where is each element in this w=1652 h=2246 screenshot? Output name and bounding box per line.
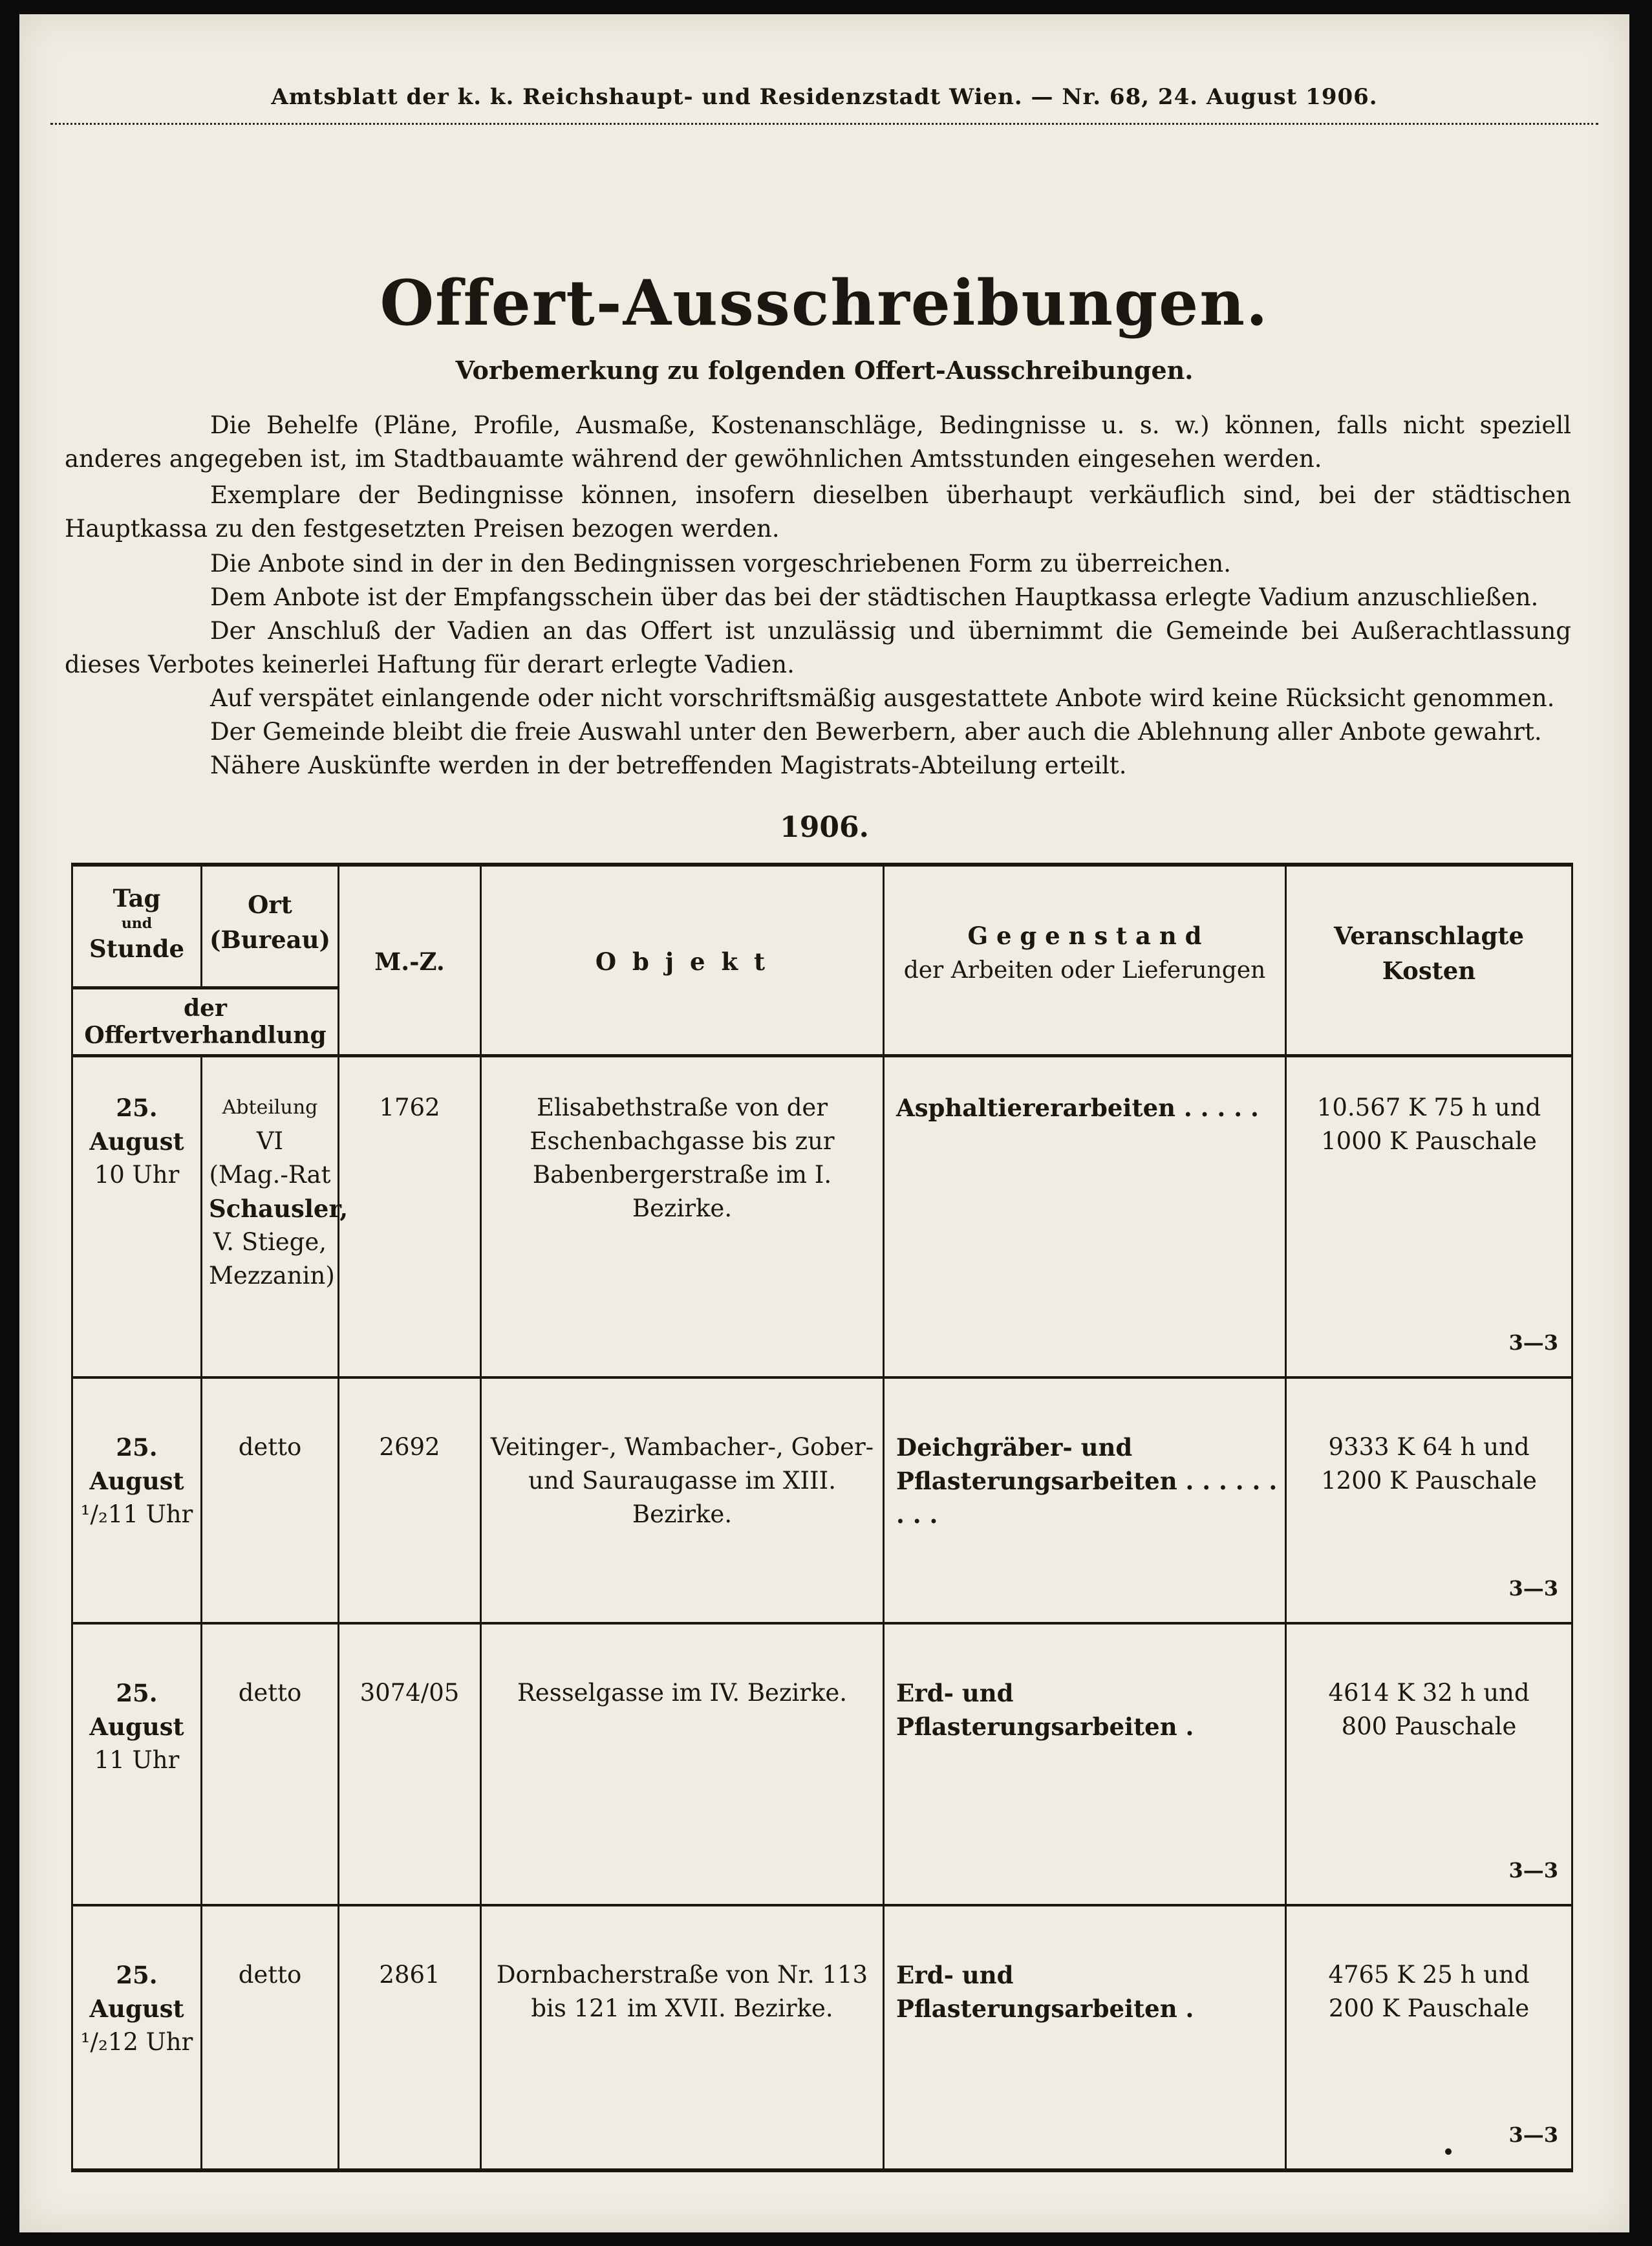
header-gegenstand	[884, 865, 1286, 1055]
header-tag	[72, 865, 202, 988]
cost-line: 10.567 K 75 h und	[1316, 1093, 1541, 1121]
mz-cell: 2861	[339, 1905, 481, 2170]
office-cell	[202, 1055, 349, 1377]
date: 25. August	[89, 1093, 184, 1156]
reference-number: 3—3	[1508, 1858, 1558, 1883]
year-heading: 1906.	[780, 811, 869, 844]
date: 25. August	[89, 1433, 184, 1495]
date-cell	[72, 1623, 202, 1905]
date-cell	[72, 1905, 202, 2170]
running-header: Amtsblatt der k. k. Reichshaupt- und Residenzstadt Wien. — Nr. 68, 24. August 1906.	[271, 84, 1378, 110]
cost-line: 800 Pauschale	[1341, 1712, 1517, 1740]
office-line: VI	[256, 1127, 284, 1155]
header-gegenstand-bottom: der Arbeiten oder Lieferungen	[903, 957, 1266, 984]
paragraph: Dem Anbote ist der Empfangsschein über das bei der städtischen Hauptkassa erlegte Vadium anzuschließen.	[210, 583, 1539, 611]
header-objekt: O b j e k t	[481, 865, 884, 1055]
date: 25. August	[89, 1679, 184, 1741]
header-verhandlung: der Offertverhandlung	[72, 988, 339, 1055]
subject-cell: Asphaltiererarbeiten . . . . .	[884, 1055, 1286, 1377]
office-line: Abteilung	[222, 1096, 318, 1119]
cost-cell	[1286, 1905, 1572, 2170]
header-mz: M.-Z.	[339, 865, 481, 1055]
document-page	[19, 14, 1629, 2232]
table-row	[72, 1905, 1572, 2170]
paragraph: Exemplare der Bedingnisse können, insofern dieselben überhaupt verkäuflich sind, bei der städtischen Hauptkassa zu den festgesetzten Preisen bezogen werden.	[65, 481, 1571, 543]
cost-line: 1000 K Pauschale	[1321, 1127, 1537, 1155]
mz-cell: 2692	[339, 1377, 481, 1623]
header-kosten-bottom: Kosten	[1382, 956, 1476, 985]
cost-cell	[1286, 1377, 1572, 1623]
cost-line: 4765 K 25 h und	[1328, 1961, 1530, 1989]
cost-cell	[1286, 1623, 1572, 1905]
object-cell: Resselgasse im IV. Bezirke.	[481, 1623, 884, 1905]
header-ort	[202, 865, 339, 988]
reference-number: 3—3	[1508, 1576, 1558, 1601]
office-line: (Mag.-Rat	[209, 1160, 331, 1189]
office-cell: detto	[202, 1377, 339, 1623]
table-row	[72, 1377, 1572, 1623]
cost-line: 200 K Pauschale	[1328, 1994, 1530, 2022]
office-cell: detto	[202, 1905, 339, 2170]
header-tag-bottom: Stunde	[89, 934, 185, 963]
object-cell: Elisabethstraße von der Eschenbachgasse bis zur Babenbergerstraße im I. Bezirke.	[481, 1055, 884, 1377]
cost-cell	[1286, 1055, 1572, 1377]
time: ¹/₂11 Uhr	[80, 1500, 193, 1528]
header-ort-top: Ort	[248, 891, 292, 919]
header-kosten	[1286, 865, 1572, 1055]
mz-cell: 1762	[339, 1055, 481, 1377]
reference-number: 3—3	[1508, 1330, 1558, 1355]
office-line: Mezzanin)	[209, 1261, 335, 1290]
paragraph: Auf verspätet einlangende oder nicht vorschriftsmäßig ausgestattete Anbote wird keine Rücksicht genommen.	[210, 684, 1555, 712]
subject-cell: Erd- und Pflasterungsarbeiten .	[884, 1623, 1286, 1905]
header-ort-bottom: (Bureau)	[209, 925, 331, 954]
paragraph: Nähere Auskünfte werden in der betreffenden Magistrats-Abteilung erteilt.	[210, 751, 1127, 779]
paragraph: Der Anschluß der Vadien an das Offert ist unzulässig und übernimmt die Gemeinde bei Außerachtlassung dieses Verbotes keinerlei Haftung für derart erlegte Vadien.	[65, 617, 1571, 678]
date-cell	[72, 1377, 202, 1623]
subject-cell: Deichgräber- und Pflasterungsarbeiten . . . . . . . . .	[884, 1377, 1286, 1623]
table-row	[72, 1623, 1572, 1905]
time: ¹/₂12 Uhr	[80, 2028, 193, 2056]
paragraph: Die Anbote sind in der in den Bedingnissen vorgeschriebenen Form zu überreichen.	[210, 550, 1231, 578]
office-line: V. Stiege,	[213, 1227, 327, 1256]
table-row	[72, 1055, 1572, 1377]
reference-number: 3—3	[1508, 2122, 1558, 2147]
header-kosten-top: Veranschlagte	[1333, 922, 1524, 950]
header-gegenstand-top: G e g e n s t a n d	[967, 922, 1202, 950]
object-cell: Veitinger-, Wambacher-, Gober- und Sauraugasse im XIII. Bezirke.	[481, 1377, 884, 1623]
office-line: Schausler,	[209, 1194, 349, 1223]
paragraph: Der Gemeinde bleibt die freie Auswahl unter den Bewerbern, aber auch die Ablehnung aller Anbote gewahrt.	[210, 718, 1542, 746]
date-cell	[72, 1055, 202, 1377]
page-title: Offert-Ausschreibungen.	[380, 266, 1269, 340]
ink-dot	[1445, 2148, 1452, 2155]
time: 10 Uhr	[94, 1160, 180, 1189]
preliminary-note-heading: Vorbemerkung zu folgenden Offert-Ausschreibungen.	[455, 356, 1194, 385]
cost-line: 1200 K Pauschale	[1321, 1467, 1537, 1495]
header-tag-top: Tag	[113, 884, 161, 912]
object-cell: Dornbacherstraße von Nr. 113 bis 121 im XVII. Bezirke.	[481, 1905, 884, 2170]
mz-cell: 3074/05	[339, 1623, 481, 1905]
date: 25. August	[89, 1961, 184, 2023]
paragraph: Die Behelfe (Pläne, Profile, Ausmaße, Kostenanschläge, Bedingnisse u. s. w.) können, falls nicht speziell anderes angegeben ist, im Stadtbauamte während der gewöhnlichen Amtsstunden eingesehen werden.	[65, 411, 1571, 473]
header-rule	[50, 123, 1598, 129]
cost-line: 9333 K 64 h und	[1328, 1433, 1530, 1461]
cost-line: 4614 K 32 h und	[1328, 1679, 1530, 1707]
time: 11 Uhr	[94, 1746, 180, 1774]
offers-table	[71, 863, 1573, 2172]
subject-cell: Erd- und Pflasterungsarbeiten .	[884, 1905, 1286, 2170]
office-cell: detto	[202, 1623, 339, 1905]
header-tag-und: und	[121, 915, 153, 932]
